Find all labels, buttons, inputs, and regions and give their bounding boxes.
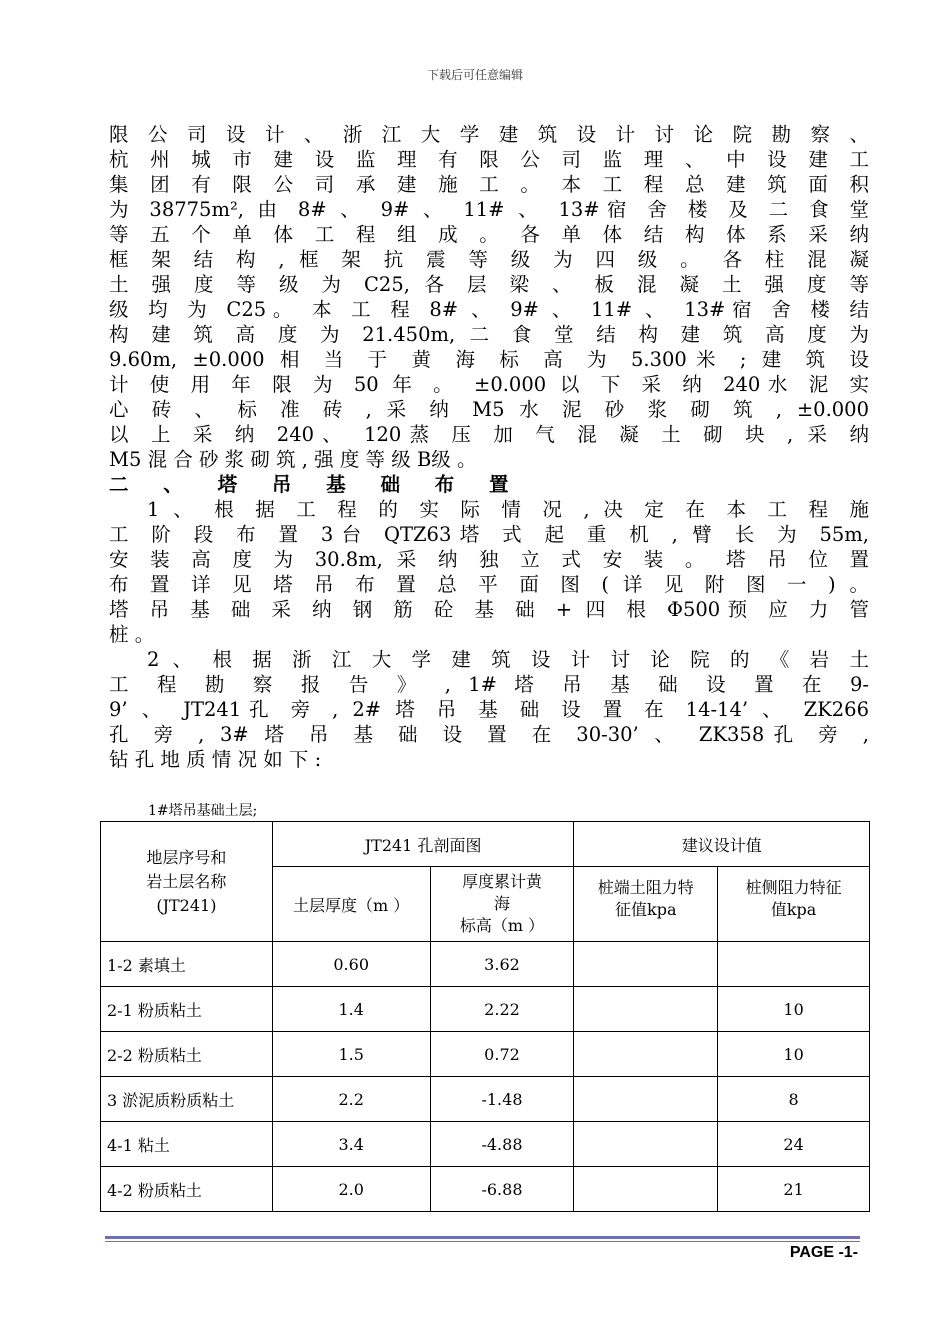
table-row	[101, 1167, 870, 1212]
cell-end-resistance	[574, 1122, 718, 1167]
table-row	[101, 1032, 870, 1077]
body-line: 土 强 度 等 级 为 C25, 各 层 梁 、 板 混 凝 土 强 度 等	[109, 273, 869, 296]
cell-end-resistance	[574, 1077, 718, 1122]
body-line: 框 架 结 构 , 框 架 抗 震 等 级 为 四 级 。 各 柱 混 凝	[109, 248, 869, 271]
body-line: 限 公 司 设 计 、 浙 江 大 学 建 筑 设 计 讨 论 院 勘 察 、	[109, 123, 869, 146]
body-text	[109, 122, 869, 772]
para2-line: 孔 旁 , 3# 塔 吊 基 础 设 置 在 30-30’ 、 ZK358孔 旁 ,	[109, 723, 869, 746]
sub-header-side-resistance: 桩侧阻力特征 值kpa	[718, 867, 870, 942]
body-line: 以 上 采 纳 240、 120蒸 压 加 气 混 凝 土 砌 块 , 采 纳	[109, 423, 869, 446]
cell-side-resistance: 8	[718, 1077, 870, 1122]
cell-elevation: -4.88	[430, 1122, 574, 1167]
header-note: 下载后可任意编辑	[426, 68, 523, 82]
cell-thickness: 2.0	[272, 1167, 430, 1212]
cell-end-resistance	[574, 987, 718, 1032]
cell-elevation: 3.62	[430, 942, 574, 987]
table-row	[101, 987, 870, 1032]
cell-end-resistance	[574, 1167, 718, 1212]
col-header-layer: 地层序号和 岩土层名称 (JT241)	[101, 822, 273, 942]
cell-thickness: 1.4	[272, 987, 430, 1032]
table-row	[101, 942, 870, 987]
cell-side-resistance: 10	[718, 1032, 870, 1077]
para1-line: 1 、 根 据 工 程 的 实 际 情 况 , 决 定 在 本 工 程 施	[147, 498, 869, 521]
cell-layer: 3 淤泥质粉质粘土	[101, 1077, 273, 1122]
body-line: 计 使 用 年 限 为 50 年 。 ±0.000 以 下 采 纳 240水 泥 实	[109, 373, 869, 396]
cell-layer: 2-2 粉质粘土	[101, 1032, 273, 1077]
page-number: PAGE -1-	[789, 1244, 858, 1261]
para2-line: 工 程 勘 察 报 告 》 , 1# 塔 吊 基 础 设 置 在 9-	[109, 673, 869, 696]
group-header-profile: JT241 孔剖面图	[272, 822, 574, 867]
cell-thickness: 0.60	[272, 942, 430, 987]
cell-end-resistance	[574, 942, 718, 987]
para2-line: 9’ 、 JT241孔 旁 , 2# 塔 吊 基 础 设 置 在 14-14’ 、 ZK266	[109, 698, 869, 721]
body-line: 等 五 个 单 体 工 程 组 成 。 各 单 体 结 构 体 系 采 纳	[109, 223, 869, 246]
table-row	[101, 1122, 870, 1167]
group-header-design: 建议设计值	[574, 822, 870, 867]
para1-line: 工 阶 段 布 置 3台 QTZ63塔 式 起 重 机 , 臂 长 为 55m,	[109, 523, 869, 546]
sub-header-thickness: 土层厚度（m ）	[272, 867, 430, 942]
body-line: 9.60m, ±0.000 相 当 于 黄 海 标 高 为 5.300米 ; 建 筑 设	[109, 348, 869, 371]
sub-header-elevation: 厚度累计黄 海 标高（m ）	[430, 867, 574, 942]
body-line: 心 砖 、 标 准 砖 , 采 纳 M5 水 泥 砂 浆 砌 筑 , ±0.000	[109, 398, 869, 421]
sub-header-end-resistance: 桩端土阻力特 征值kpa	[574, 867, 718, 942]
body-line: 集 团 有 限 公 司 承 建 施 工 。 本 工 程 总 建 筑 面 积	[109, 173, 869, 196]
cell-thickness: 1.5	[272, 1032, 430, 1077]
cell-elevation: 0.72	[430, 1032, 574, 1077]
body-line: 构 建 筑 高 度 为 21.450m, 二 食 堂 结 构 建 筑 高 度 为	[109, 323, 869, 346]
cell-elevation: 2.22	[430, 987, 574, 1032]
cell-layer: 4-1 粘土	[101, 1122, 273, 1167]
cell-side-resistance: 10	[718, 987, 870, 1032]
cell-layer: 1-2 素填土	[101, 942, 273, 987]
cell-thickness: 2.2	[272, 1077, 430, 1122]
soil-layer-table	[100, 821, 870, 1212]
para2-line: 2 、 根 据 浙 江 大 学 建 筑 设 计 讨 论 院 的 《 岩 土	[147, 648, 869, 671]
table-row	[101, 1077, 870, 1122]
cell-elevation: -6.88	[430, 1167, 574, 1212]
body-line: 杭 州 城 市 建 设 监 理 有 限 公 司 监 理 、 中 设 建 工	[109, 148, 869, 171]
footer-divider	[105, 1236, 860, 1242]
para1-line: 布 置 详 见 塔 吊 布 置 总 平 面 图 ( 详 见 附 图 一 ) 。	[109, 573, 869, 596]
cell-layer: 2-1 粉质粘土	[101, 987, 273, 1032]
cell-end-resistance	[574, 1032, 718, 1077]
para1-line: 桩 。	[109, 623, 155, 646]
para1-line: 安 装 高 度 为 30.8m, 采 纳 独 立 式 安 装 。 塔 吊 位 置	[109, 548, 869, 571]
body-line: 为 38775m², 由 8# 、 9# 、 11# 、 13#宿 舍 楼 及 二 食 堂	[109, 198, 869, 221]
table-caption: 1#塔吊基础土层;	[148, 803, 258, 819]
cell-thickness: 3.4	[272, 1122, 430, 1167]
cell-side-resistance: 21	[718, 1167, 870, 1212]
cell-side-resistance: 24	[718, 1122, 870, 1167]
cell-layer: 4-2 粉质粘土	[101, 1167, 273, 1212]
para2-line: 钻 孔 地 质 情 况 如 下 :	[109, 748, 322, 771]
section-heading: 二 、 塔 吊 基 础 布 置	[109, 473, 523, 496]
para1-line: 塔 吊 基 础 采 纳 钢 筋 砼 基 础 + 四 根 Φ500预 应 力 管	[109, 598, 869, 621]
body-line: M5 混 合 砂 浆 砌 筑 , 强 度 等 级 B级 。	[109, 448, 477, 471]
body-line: 级 均 为 C25。 本 工 程 8# 、 9# 、 11# 、 13#宿 舍 楼 结	[109, 298, 869, 321]
cell-elevation: -1.48	[430, 1077, 574, 1122]
cell-side-resistance	[718, 942, 870, 987]
